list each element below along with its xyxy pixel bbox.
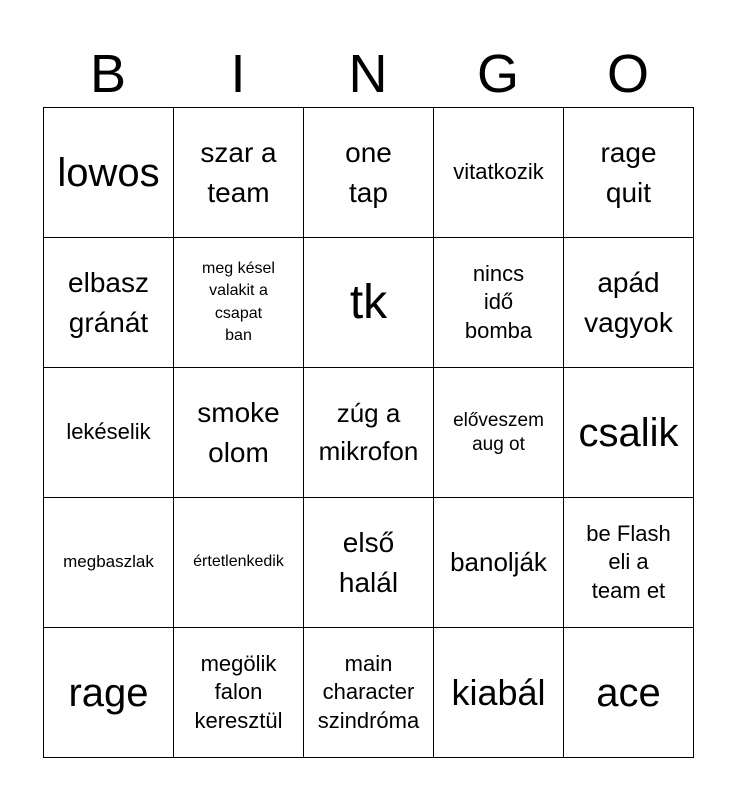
cell-text: szar a team bbox=[200, 137, 277, 208]
cell-text: vitatkozik bbox=[453, 159, 544, 185]
cell-text: értetlenkedik bbox=[193, 553, 284, 571]
bingo-cell[interactable] bbox=[564, 108, 694, 238]
bingo-cell[interactable] bbox=[44, 628, 174, 758]
cell-text: első halál bbox=[338, 527, 399, 598]
cell-text: elővesze​m aug ot bbox=[453, 409, 544, 455]
cell-text: smoke olom bbox=[197, 397, 280, 468]
header-letter-b: B bbox=[89, 44, 127, 104]
cell-text: rage bbox=[68, 670, 149, 715]
bingo-cell[interactable] bbox=[434, 368, 564, 498]
cell-text: nincs idő bomba bbox=[464, 260, 533, 343]
cell-text: lowos bbox=[57, 150, 160, 195]
bingo-cell[interactable] bbox=[174, 368, 304, 498]
bingo-cell[interactable] bbox=[564, 498, 694, 628]
bingo-cell[interactable] bbox=[44, 368, 174, 498]
cell-text: csalik bbox=[578, 410, 679, 455]
bingo-header bbox=[43, 40, 693, 108]
cell-text: meg késel valakit a csapat ban bbox=[202, 259, 275, 344]
cell-text: elbasz gránát bbox=[68, 267, 149, 338]
cell-text: ace bbox=[596, 670, 661, 715]
cell-text: megbaszlak bbox=[63, 552, 154, 572]
cell-text: tk bbox=[349, 275, 388, 329]
bingo-cell[interactable] bbox=[434, 108, 564, 238]
cell-text: apád vagyok bbox=[584, 267, 673, 338]
bingo-cell[interactable] bbox=[44, 108, 174, 238]
bingo-cell[interactable] bbox=[174, 498, 304, 628]
bingo-cell[interactable] bbox=[434, 498, 564, 628]
bingo-cell[interactable] bbox=[564, 238, 694, 368]
cell-text: zúg a mikrofon bbox=[318, 397, 419, 466]
cell-text: kiabál bbox=[451, 671, 546, 713]
bingo-cell[interactable] bbox=[304, 498, 434, 628]
cell-text: main character szindróma bbox=[317, 650, 420, 733]
bingo-cell[interactable] bbox=[434, 238, 564, 368]
bingo-cell[interactable] bbox=[304, 108, 434, 238]
bingo-cell[interactable] bbox=[174, 108, 304, 238]
header-letter-n: N bbox=[348, 44, 388, 104]
bingo-cell[interactable] bbox=[304, 368, 434, 498]
bingo-cell[interactable] bbox=[564, 628, 694, 758]
cell-text: be Flash eli a team et bbox=[586, 520, 671, 603]
header-letter-g: G bbox=[476, 44, 519, 104]
cell-text: lekéselik bbox=[66, 419, 151, 445]
bingo-cell[interactable] bbox=[44, 238, 174, 368]
bingo-cell[interactable] bbox=[174, 238, 304, 368]
cell-text: rage quit bbox=[600, 137, 657, 208]
cell-text: one tap bbox=[345, 137, 392, 208]
cell-text: megölik falon keresztül bbox=[194, 650, 283, 733]
bingo-cell[interactable] bbox=[564, 368, 694, 498]
bingo-cell[interactable] bbox=[434, 628, 564, 758]
bingo-cell[interactable] bbox=[174, 628, 304, 758]
bingo-cell[interactable] bbox=[304, 628, 434, 758]
cell-text: banolják bbox=[450, 546, 547, 577]
bingo-card-grid bbox=[43, 107, 694, 758]
header-letter-i: I bbox=[230, 44, 246, 104]
header-letter-o: O bbox=[606, 44, 649, 104]
bingo-cell[interactable] bbox=[44, 498, 174, 628]
bingo-cell[interactable] bbox=[304, 238, 434, 368]
